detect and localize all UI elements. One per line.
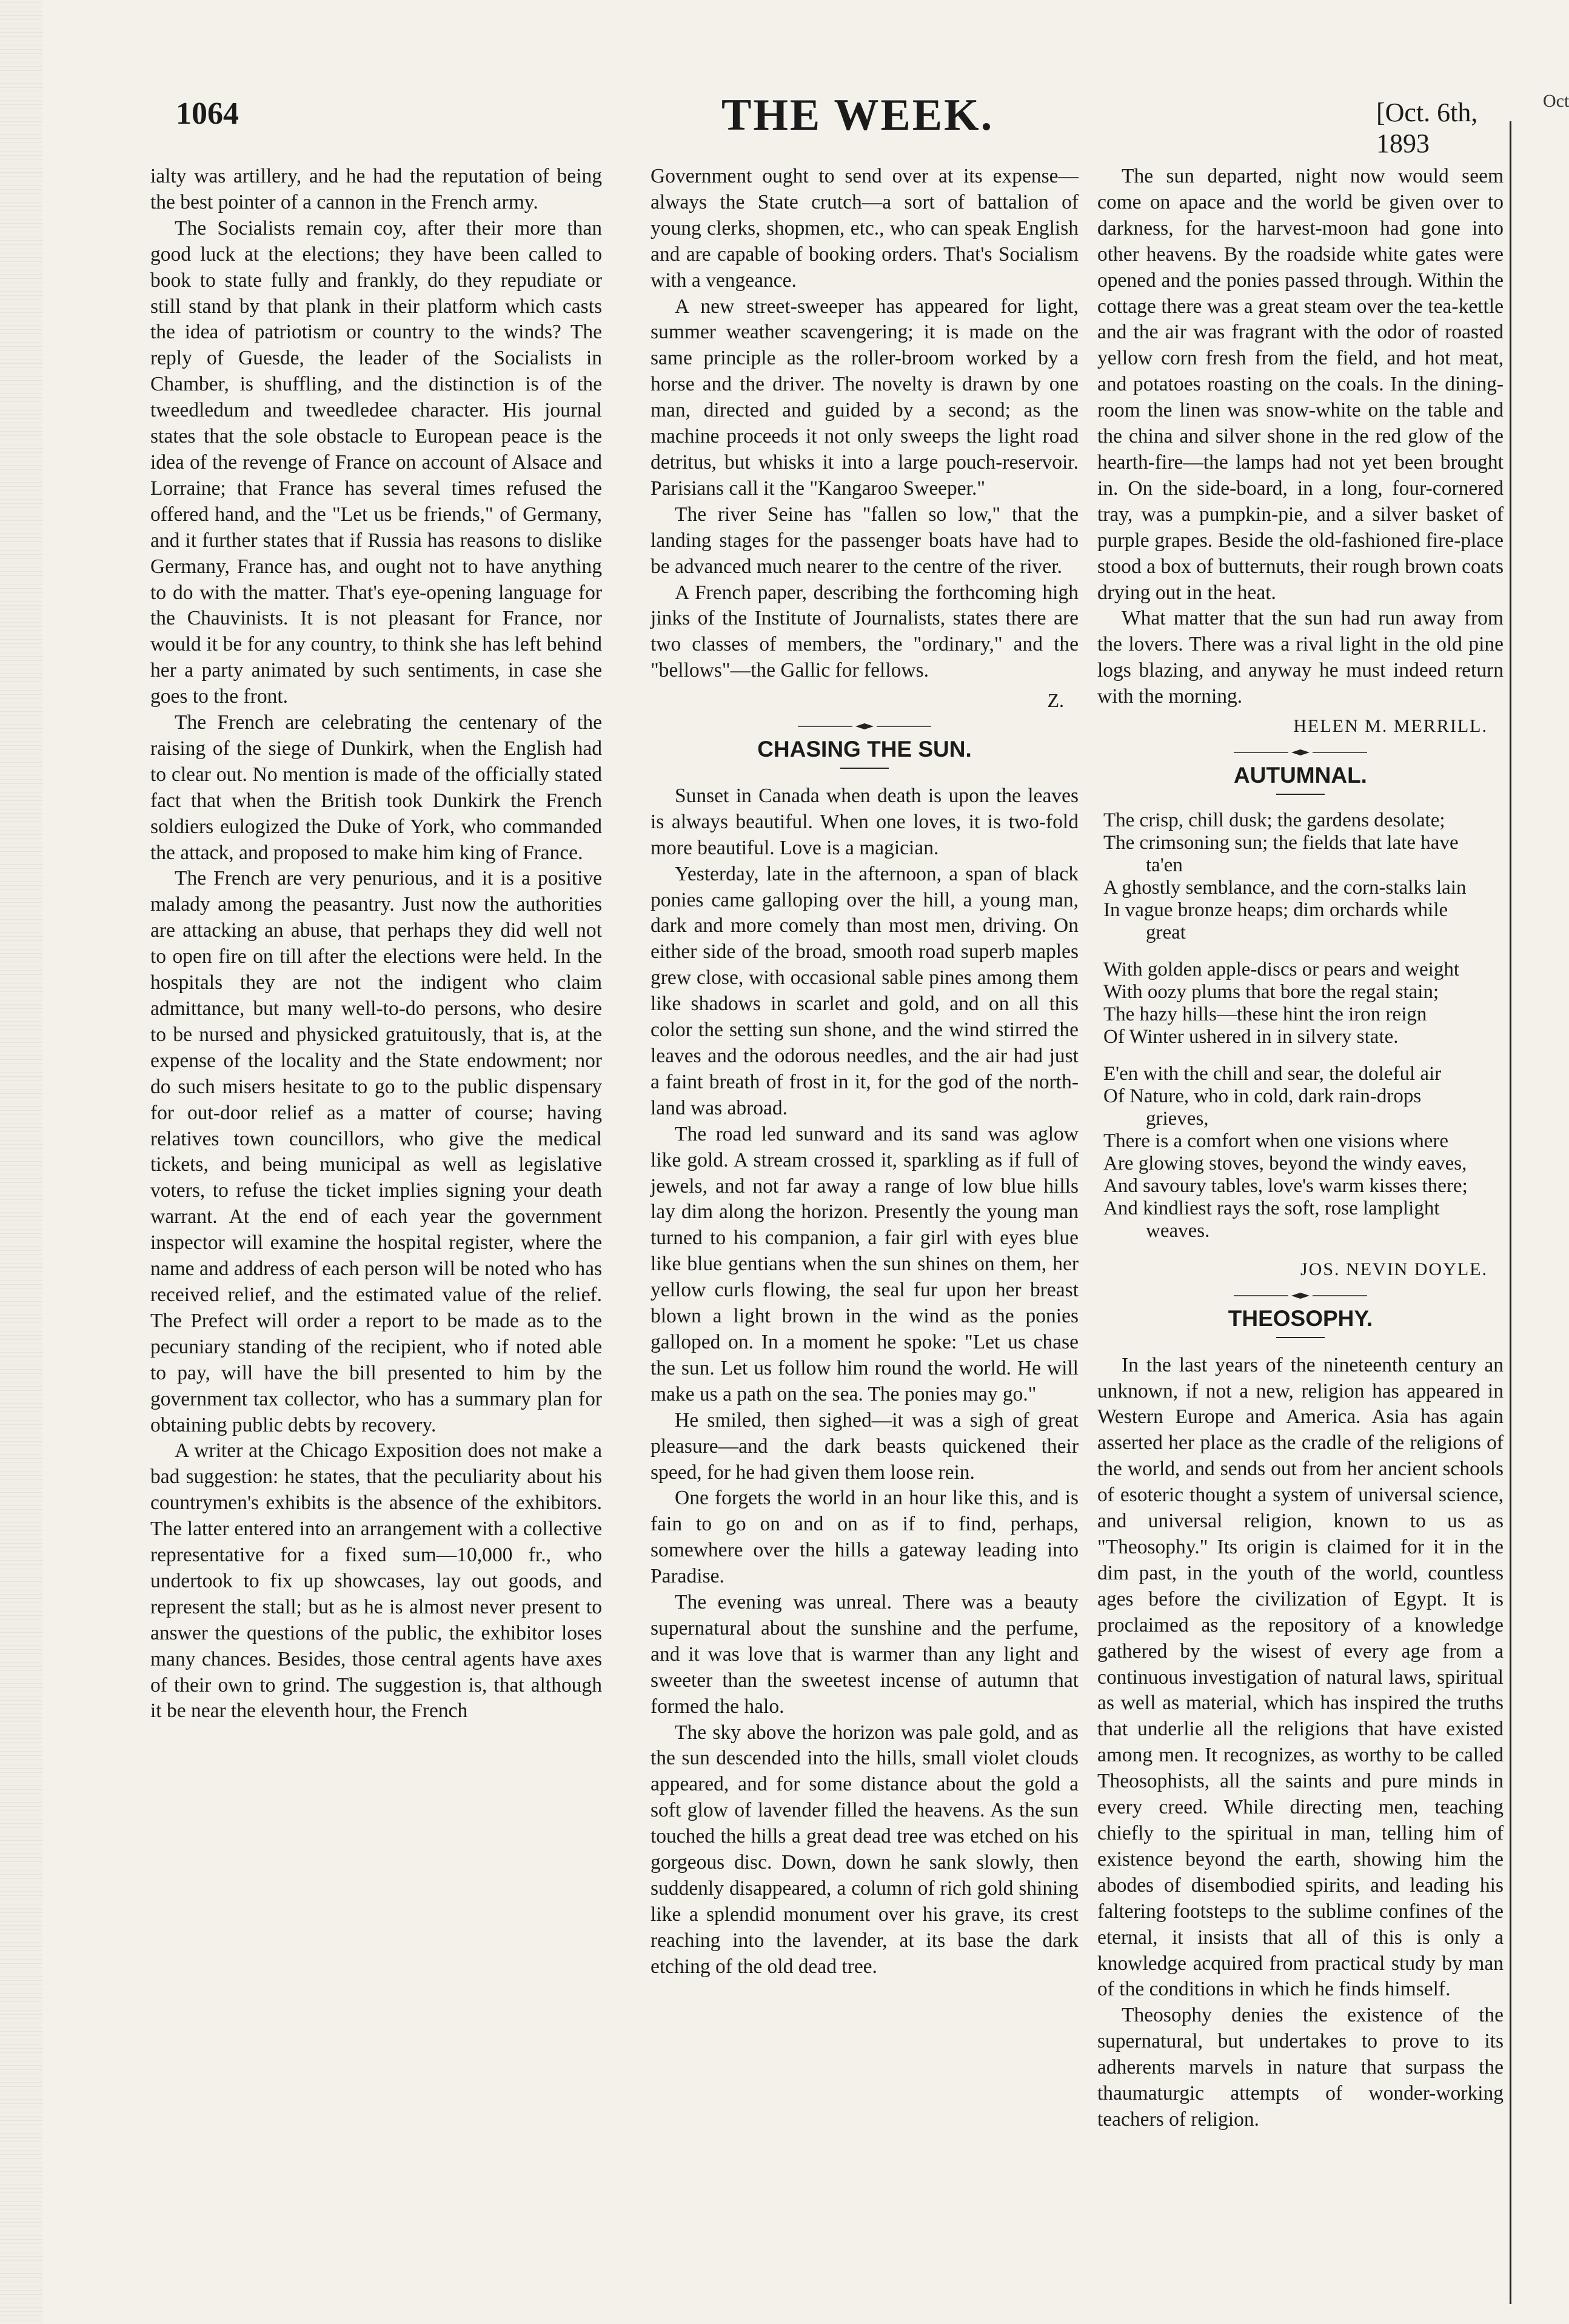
paragraph: The evening was unreal. There was a beauty supernatural about the sunshine and the perfume, and it was love that is warmer than any light and sweeter than the sweetest incense of autumn that formed the halo.: [651, 1591, 1079, 1718]
poem-line: Are glowing stoves, beyond the windy eaves,: [1103, 1152, 1467, 1174]
page-header: [176, 85, 1516, 158]
paragraph: The sky above the horizon was pale gold, and as the sun descended into the hills, small violet clouds appeared, and for some distance about the gold a soft glow of lavender filled the heavens. As the sun touched the hills a great dead tree was etched on his gorgeous disc. Down, down he sank slowly, then suddenly disappeared, a column of rich gold shining like a splendid monument over his grave, its crest reaching into the lavender, at its base the dark etching of the old dead tree.: [651, 1721, 1079, 1978]
poem-stanza: [1103, 809, 1504, 944]
paragraph: A French paper, describing the forthcoming high jinks of the Institute of Journalists, states there are two classes of members, the "ordinary," and the "bellows"—the Gallic for fellows.: [651, 581, 1079, 682]
title-underline: [840, 766, 889, 770]
paragraph: A new street-sweeper has appeared for light, summer weather scavengering; it is made on the same principle as the roller-broom worked by a horse and the driver. The novelty is drawn by one man, directed and guided by a second; as the machine proceeds it not only sweeps the light road detritus, but whisks it into a large pouch-reservoir. Parisians call it the "Kangaroo Sweeper.": [651, 295, 1079, 500]
title-underline: [1276, 1336, 1325, 1339]
poem-line: There is a comfort when one visions where: [1103, 1130, 1449, 1152]
poem-line: The hazy hills—these hint the iron reign: [1103, 1003, 1427, 1025]
issue-date: [Oct. 6th, 1893: [1376, 98, 1478, 158]
poem-line: great: [1146, 921, 1186, 943]
paragraph: The French are very penurious, and it is a positive malady among the peasantry. Just now the authorities are attacking an abuse, that perhaps they did well not to open fire on till after the elections were held. In the hospitals they are not the indigent who claim admittance, but many well-to-do persons, who desire to be nursed and physicked gratuitously, that is, at the expense of the locality and the State endowment; nor do such misers hesitate to go to the public dispensary for out-door relief as a matter of course; having relatives town councillors, who give the medical tickets, and being municipal as well as legislative voters, to refuse the ticket implies signing your death warrant. At the end of each year the government inspector will examine the hospital register, where the name and address of each person will be noted who has received relief, and the estimated value of the relief. The Prefect will order a report to be made as to the pecuniary standing of the recipient, who if noted able to pay, will have the bill presented to him by the government tax collector, who has a summary plan for obtaining public debts by recovery.: [150, 867, 602, 1436]
paragraph: The Socialists remain coy, after their more than good luck at the elections; they have been called to book to state fully and frankly, do they repudiate or still stand by that plank in their platform which casts the idea of patriotism or country to the winds? The reply of Guesde, the leader of the Socialists in Chamber, is shuffling, and the distinction is of the tweedledum and tweedledee character. His journal states that the sole obstacle to European peace is the idea of the revenge of France on account of Alsace and Lorraine; that France has several times refused the offered hand, and the "Let us be friends," of Germany, and it further states that if Russia has reasons to dislike Germany, France has, and ought not to have anything to do with the matter. That's eye-opening language for the Chauvinists. It is not pleasant for France, nor would it be for any country, to think she has left behind her a party animated by such sentiments, in case she goes to the front.: [150, 216, 602, 708]
poem-line: Of Nature, who in cold, dark rain-drops: [1103, 1085, 1422, 1107]
paris-letter-signature: Z.: [1047, 689, 1064, 712]
poem-stanza: [1103, 1063, 1504, 1242]
poem-line: In vague bronze heaps; dim orchards while: [1103, 899, 1448, 921]
facing-page-edge: [1510, 121, 1565, 2304]
paragraph: What matter that the sun had run away from the lovers. There was a rival light in the old pine logs blazing, and anyway he must indeed return with the morning.: [1097, 607, 1504, 708]
adjacent-page-fragment: Oct: [1543, 91, 1569, 111]
poem-title: AUTUMNAL.: [1234, 762, 1367, 788]
story-author: HELEN M. MERRILL.: [1293, 716, 1488, 737]
column-2: [651, 164, 1079, 1980]
poem-line: And savoury tables, love's warm kisses there;: [1103, 1174, 1468, 1197]
page-number: 1064: [176, 96, 239, 131]
paragraph: ialty was artillery, and he had the reputation of being the best pointer of a cannon in the French army.: [150, 165, 602, 213]
paragraph: Government ought to send over at its expense—always the State crutch—a sort of battalion of young clerks, shopmen, etc., who can speak English and are capable of booking orders. That's Socialism with a vengeance.: [651, 165, 1079, 292]
poem-line: With oozy plums that bore the regal stain;: [1103, 980, 1439, 1003]
ornamental-divider: [1234, 1291, 1367, 1300]
masthead-title: THE WEEK.: [721, 90, 994, 140]
poem-line: E'en with the chill and sear, the doleful air: [1103, 1062, 1442, 1085]
paragraph: Sunset in Canada when death is upon the leaves is always beautiful. When one loves, it is two-fold more beautiful. Love is a magician.: [651, 784, 1079, 859]
poem-line: A ghostly semblance, and the corn-stalks lain: [1103, 876, 1467, 899]
binding-gutter: [0, 0, 42, 2324]
paragraph: Theosophy denies the existence of the supernatural, but undertakes to prove to its adherents marvels in nature that surpass the thaumaturgic attempts of wonder-working teachers of religion.: [1097, 2004, 1504, 2131]
column-3: [1097, 164, 1504, 2133]
poem-author: JOS. NEVIN DOYLE.: [1300, 1259, 1488, 1279]
ornamental-divider: [1234, 748, 1367, 757]
poem-body: [1097, 809, 1504, 1242]
poem-line: ta'en: [1146, 854, 1183, 876]
essay-title: THEOSOPHY.: [1228, 1305, 1373, 1331]
paragraph: He smiled, then sighed—it was a sigh of great pleasure—and the dark beasts quickened their speed, for he had given them loose rein.: [651, 1408, 1079, 1484]
paragraph: A writer at the Chicago Exposition does not make a bad suggestion: he states, that the peculiarity about his countrymen's exhibits is the absence of the exhibitors. The latter entered into an arrangement with a collective representative for a fixed sum—10,000 fr., who undertook to fix up showcases, lay out goods, and represent the stall; but as he is almost never present to answer the questions of the public, the exhibitor loses many chances. Besides, those central agents have axes of their own to grind. The suggestion is, that although it be near the eleventh hour, the French: [150, 1439, 602, 1723]
title-underline: [1276, 792, 1325, 796]
paragraph: Yesterday, late in the afternoon, a span of black ponies came galloping over the hill, a young man, dark and more comely than most men, driving. On either side of the broad, smooth road superb maples grew close, with occasional sable pines among them like shadows in scarlet and gold, and on all this color the setting sun shone, and the wind stirred the leaves and the odorous needles, and the air had just a faint breath of frost in it, for the god of the north-land was abroad.: [651, 862, 1079, 1119]
poem-line: The crimsoning sun; the fields that late have: [1103, 831, 1459, 854]
paragraph: In the last years of the nineteenth century an unknown, if not a new, religion has appeared in Western Europe and America. Asia has again asserted her place as the cradle of the religions of the world, and sends out from her ancient schools of esoteric thought a system of universal science, and universal religion, known to us as "Theosophy." Its origin is claimed for it in the dim past, in the youth of the world, countless ages before the civilization of Egypt. It is proclaimed as the repository of a knowledge gathered by the wisest of every age from a continuous investigation of natural laws, spiritual as well as material, which has inspired the truths that underlie all the religions that have existed among men. It recognizes, as worthy to be called Theosophists, all the saints and pure minds in every creed. While directing men, teaching chiefly to the spiritual in man, telling him of existence beyond the earth, showing him the abodes of disembodied spirits, and leading his faltering footsteps to the sublime confines of the eternal, it insists that all of this is only a knowledge acquired from practical study by man of the conditions in which he finds himself.: [1097, 1353, 1504, 2001]
poem-line: weaves.: [1146, 1219, 1210, 1242]
paragraph: The river Seine has "fallen so low," that the landing stages for the passenger boats have had to be advanced much nearer to the centre of the river.: [651, 503, 1079, 578]
paragraph: The French are celebrating the centenary of the raising of the siege of Dunkirk, when the English had to clear out. No mention is made of the officially stated fact that when the British took Dunkirk the French soldiers eulogized the Duke of York, who commanded the attack, and proposed to make him king of France.: [150, 711, 602, 864]
paragraph: The sun departed, night now would seem come on apace and the world be given over to darkness, for the harvest-moon had gone into other heavens. By the roadside white gates were opened and the ponies passed through. Within the cottage there was a great steam over the tea-kettle and the air was fragrant with the odor of roasted yellow corn fresh from the field, and hot meat, and potatoes roasting on the coals. In the dining-room the linen was snow-white on the table and the china and silver shone in the red glow of the hearth-fire—the lamps had not yet been brought in. On the side-board, in a long, four-cornered tray, was a pumpkin-pie, and a silver basket of purple grapes. Beside the old-fashioned fire-place stood a box of butternuts, their rough brown coats drying out in the heat.: [1097, 165, 1504, 604]
story-title: CHASING THE SUN.: [757, 737, 972, 762]
column-1: [150, 164, 602, 1724]
paragraph: The road led sunward and its sand was aglow like gold. A stream crossed it, sparkling as if full of jewels, and not far away a range of low blue hills lay dim along the horizon. Presently the young man turned to his companion, a fair girl with eyes blue like blue gentians when the sun shines on them, her yellow curls flowing, the seal fur upon her breast blown a light brown in the wind as the ponies galloped on. In a moment he spoke: "Let us chase the sun. Let us follow him round the world. He will make us a path on the sea. The ponies may go.": [651, 1122, 1079, 1405]
poem-line: Of Winter ushered in in silvery state.: [1103, 1025, 1399, 1048]
paragraph: One forgets the world in an hour like this, and is fain to go on and on as if to find, perhaps, somewhere over the hills a gateway leading into Paradise.: [651, 1487, 1079, 1588]
poem-line: The crisp, chill dusk; the gardens desolate;: [1103, 809, 1445, 831]
poem-stanza: [1103, 959, 1504, 1048]
poem-line: grieves,: [1146, 1107, 1209, 1130]
poem-line: With golden apple-discs or pears and weight: [1103, 958, 1460, 980]
ornamental-divider: [798, 722, 931, 731]
poem-line: And kindliest rays the soft, rose lamplight: [1103, 1197, 1440, 1219]
